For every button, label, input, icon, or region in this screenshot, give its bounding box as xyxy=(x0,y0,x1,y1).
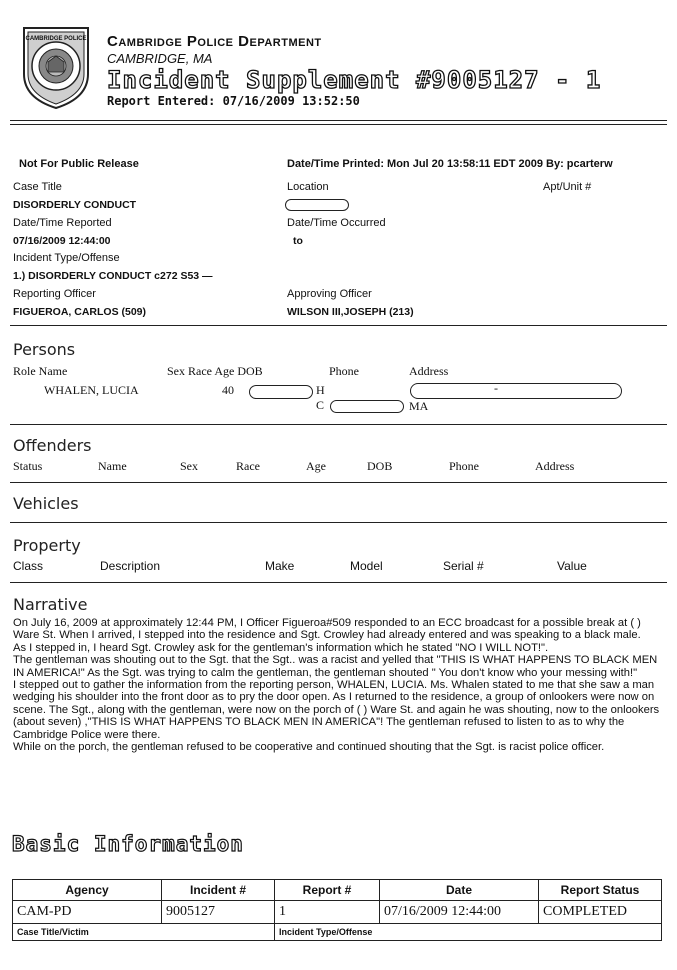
persons-section-title: Persons xyxy=(13,340,76,359)
property-header-class: Class xyxy=(13,559,44,573)
approving-officer-value: WILSON III,JOSEPH (213) xyxy=(287,306,414,318)
svg-text:CAMBRIDGE POLICE: CAMBRIDGE POLICE xyxy=(25,36,87,42)
narrative-section-title: Narrative xyxy=(13,595,88,614)
date-occurred-label: Date/Time Occurred xyxy=(287,217,386,229)
persons-header-sex-race-age-dob: Sex Race Age DOB xyxy=(167,364,263,378)
incident-type-value: 1.) DISORDERLY CONDUCT c272 S53 — xyxy=(13,270,213,282)
basic-date-value: 07/16/2009 12:44:00 xyxy=(380,901,539,924)
property-header-model: Model xyxy=(350,559,383,573)
date-printed: Date/Time Printed: Mon Jul 20 13:58:11 EDT 2009 By: pcarterw xyxy=(287,158,613,170)
basic-header-report: Report # xyxy=(275,880,380,901)
address-dash: - xyxy=(494,381,498,395)
date-occurred-value: to xyxy=(293,235,303,247)
narrative-body xyxy=(13,617,663,753)
basic-information-title: Basic Information xyxy=(12,832,244,856)
basic-header-date: Date xyxy=(380,880,539,901)
property-section-title: Property xyxy=(13,536,81,555)
case-title-label: Case Title xyxy=(13,181,62,193)
redacted-phone xyxy=(330,400,404,413)
approving-officer-label: Approving Officer xyxy=(287,288,372,300)
basic-subheader-incident-type: Incident Type/Offense xyxy=(275,924,662,941)
redacted-location xyxy=(285,199,349,211)
header-divider xyxy=(10,120,667,121)
basic-header-agency: Agency xyxy=(13,880,162,901)
person-state: MA xyxy=(409,399,429,413)
vehicles-divider xyxy=(10,522,667,523)
narrative-paragraph: While on the porch, the gentleman refused to be cooperative and continued shouting that the Sgt. is racist police officer. xyxy=(13,741,605,754)
vehicles-section-title: Vehicles xyxy=(13,494,79,513)
redacted-dob xyxy=(249,385,313,399)
property-header-value: Value xyxy=(557,559,587,573)
narrative-paragraph: The gentleman was shouting out to the Sgt. that the Sgt.. was a racist and yelled that "THIS IS WHAT HAPPENS TO BLACK MEN IN AMERICA!" As the Sgt. was trying to calm the gentleman, the gentleman shouted " You don't know who your messing with!" xyxy=(13,654,658,679)
fields-divider xyxy=(10,325,667,326)
offenders-header-address: Address xyxy=(535,459,575,473)
offenders-header-age: Age xyxy=(306,459,326,473)
basic-header-incident: Incident # xyxy=(162,880,275,901)
narrative-paragraph: On July 16, 2009 at approximately 12:44 PM, I Officer Figueroa#509 responded to an ECC broadcast for a possible break at ( ) Ware St. When I arrived, I stepped into the residence and Sgt. Crowley had already entered and was speaking to a black male. xyxy=(13,617,641,642)
incident-type-label: Incident Type/Offense xyxy=(13,252,120,264)
person-age: 40 xyxy=(222,383,234,397)
persons-header-address: Address xyxy=(409,364,449,378)
location-label: Location xyxy=(287,181,329,193)
property-header-serial: Serial # xyxy=(443,559,484,573)
persons-divider xyxy=(10,424,667,425)
offenders-header-dob: DOB xyxy=(367,459,393,473)
department-name: Cambridge Police Department xyxy=(107,33,322,50)
basic-agency-value: CAM-PD xyxy=(13,901,162,924)
offenders-header-status: Status xyxy=(13,459,43,473)
offenders-section-title: Offenders xyxy=(13,436,92,455)
apt-unit-label: Apt/Unit # xyxy=(543,181,592,193)
offenders-divider xyxy=(10,482,667,483)
person-name: WHALEN, LUCIA xyxy=(44,383,139,397)
offenders-header-phone: Phone xyxy=(449,459,479,473)
report-title: Incident Supplement #9005127 - 1 xyxy=(107,66,602,94)
date-reported-label: Date/Time Reported xyxy=(13,217,112,229)
case-title-value: DISORDERLY CONDUCT xyxy=(13,199,137,211)
basic-report-value: 1 xyxy=(275,901,380,924)
offenders-header-name: Name xyxy=(98,459,127,473)
date-reported-value: 07/16/2009 12:44:00 xyxy=(13,235,111,247)
basic-subheader-case-title-victim: Case Title/Victim xyxy=(13,924,275,941)
department-city: CAMBRIDGE, MA xyxy=(107,51,213,66)
property-header-description: Description xyxy=(100,559,161,573)
header-divider-thin xyxy=(10,124,667,125)
not-public-notice: Not For Public Release xyxy=(19,158,139,170)
basic-header-report-status: Report Status xyxy=(539,880,662,901)
reporting-officer-value: FIGUEROA, CARLOS (509) xyxy=(13,306,147,318)
persons-header-phone: Phone xyxy=(329,364,359,378)
property-header-make: Make xyxy=(265,559,295,573)
person-phone-home: H xyxy=(316,383,325,397)
person-phone-cell: C xyxy=(316,398,325,412)
basic-status-value: COMPLETED xyxy=(539,901,662,924)
police-seal-logo xyxy=(18,24,94,110)
offenders-header-race: Race xyxy=(236,459,260,473)
basic-information-table xyxy=(12,879,662,941)
narrative-paragraph: I stepped out to gather the information from the reporting person, WHALEN, LUCIA. Ms. Whalen stated to me that she saw a man wedging his shoulder into the front door as to pry the door open. As I returned to the residence, a group of onlookers were now on scene. The Sgt., along with the gentleman, were now on the porch of ( ) Ware St. and again he was shouting, now to the onlookers (about seven) ,"THIS IS WHAT HAPPENS TO BLACK MEN IN AMERICA"! The gentleman refused to listen to as to why the Cambridge Police were there. xyxy=(13,679,660,741)
property-divider xyxy=(10,582,667,583)
redacted-address xyxy=(410,383,622,399)
report-entered: Report Entered: 07/16/2009 13:52:50 xyxy=(107,94,360,108)
reporting-officer-label: Reporting Officer xyxy=(13,288,96,300)
basic-incident-value: 9005127 xyxy=(162,901,275,924)
persons-header-role-name: Role Name xyxy=(13,364,68,378)
narrative-paragraph: As I stepped in, I heard Sgt. Crowley ask for the gentleman's information which he stated "NO I WILL NOT!". xyxy=(13,641,549,654)
offenders-header-sex: Sex xyxy=(180,459,198,473)
